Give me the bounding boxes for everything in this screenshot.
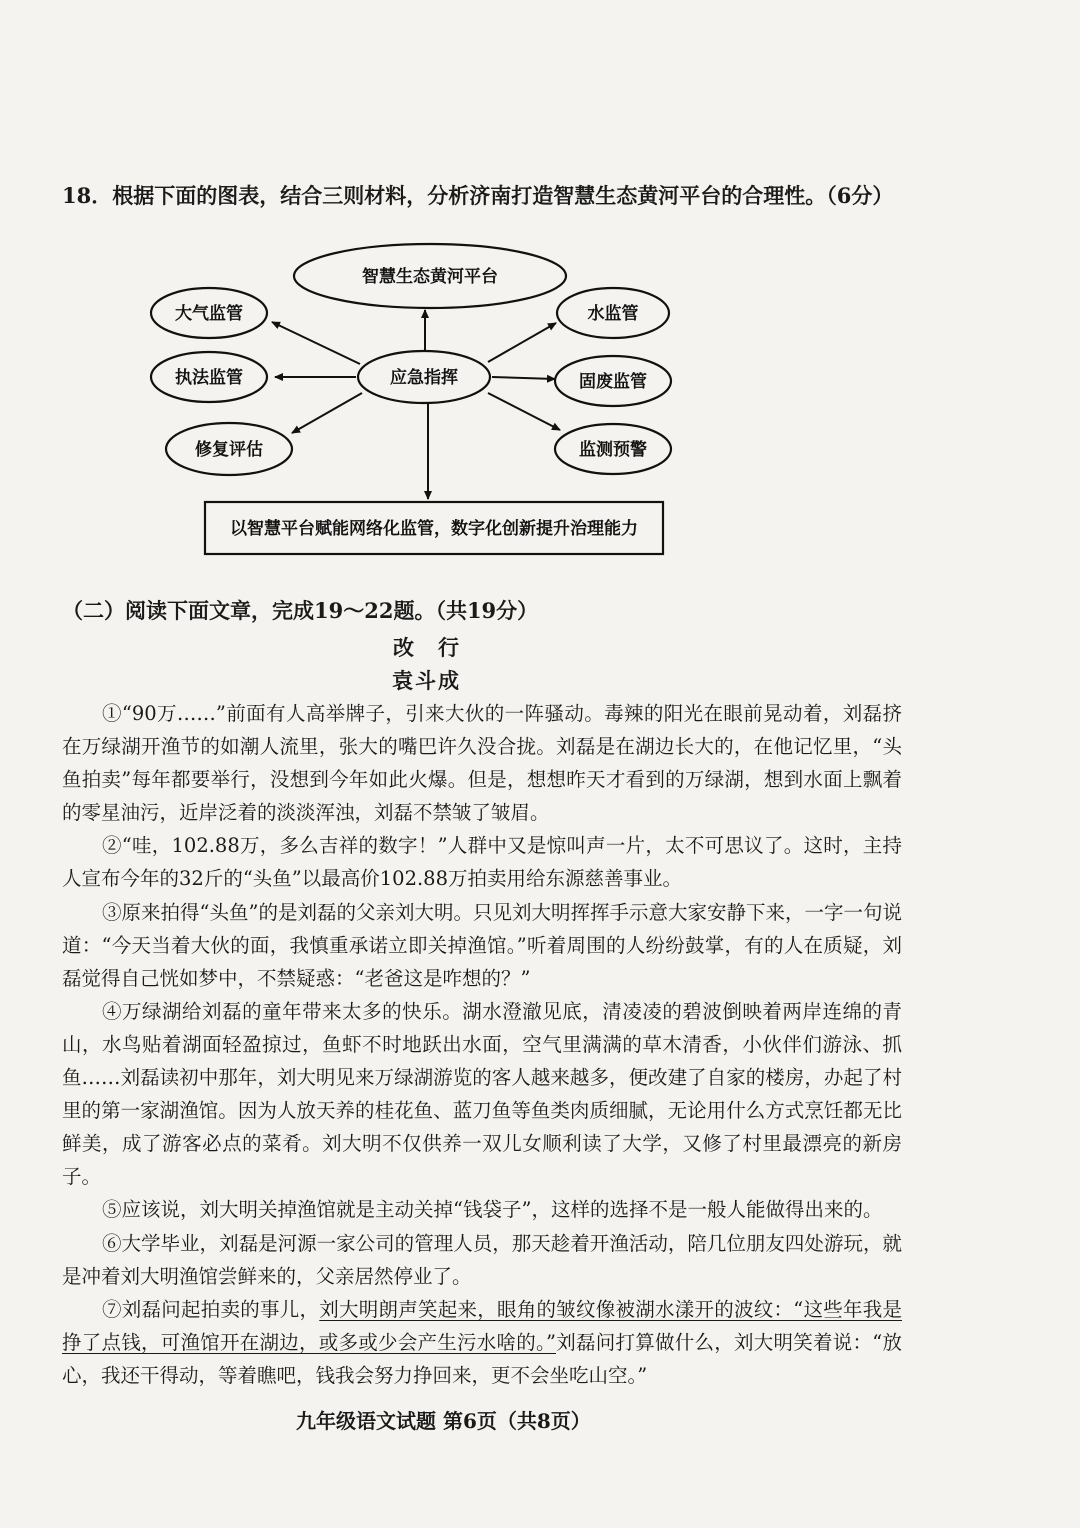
paragraph-7-end: 刘磊问打算做什么，刘大明笑着说：“放心，我还干得动，等着瞧吧，钱我会努力挣回来，更不会坐吃山空。” <box>62 1330 902 1387</box>
arrow-to-waste <box>492 377 555 379</box>
paragraph-7 <box>62 1293 902 1392</box>
node-waste: 固废监管 <box>579 372 647 392</box>
paragraph-6: ⑥大学毕业，刘磊是河源一家公司的管理人员，那天趁着开渔活动，陪几位朋友四处游玩，就是冲着刘大明渔馆尝鲜来的，父亲居然停业了。 <box>62 1231 902 1288</box>
platform-diagram <box>0 0 1080 600</box>
arrow-to-air <box>272 322 360 364</box>
page-footer: 九年级语文试题 第6页（共8页） <box>296 1409 591 1433</box>
question-18: 18．根据下面的图表，结合三则材料，分析济南打造智慧生态黄河平台的合理性。（6分） <box>62 183 894 208</box>
node-top: 智慧生态黄河平台 <box>362 267 498 287</box>
article-author: 袁斗成 <box>392 668 461 693</box>
paragraph-1: ①“90万……”前面有人高举牌子，引来大伙的一阵骚动。毒辣的阳光在眼前晃动着，刘磊挤在万绿湖开渔节的如潮人流里，张大的嘴巴许久没合拢。刘磊是在湖边长大的，在他记忆里，“头鱼拍卖”每年都要举行，没想到今年如此火爆。但是，想想昨天才看到的万绿湖，想到水面上飘着的零星油污，近岸泛着的淡淡浑浊，刘磊不禁皱了皱眉。 <box>62 702 902 825</box>
paragraph-5: ⑤应该说，刘大明关掉渔馆就是主动关掉“钱袋子”，这样的选择不是一般人能做得出来的。 <box>102 1198 883 1222</box>
node-bottom: 以智慧平台赋能网络化监管，数字化创新提升治理能力 <box>230 519 638 539</box>
section-2-heading: （二）阅读下面文章，完成19～22题。（共19分） <box>62 598 539 623</box>
arrow-to-repair <box>292 393 362 433</box>
arrow-to-water <box>488 323 556 362</box>
node-law: 执法监管 <box>175 368 243 388</box>
paragraph-4: ④万绿湖给刘磊的童年带来太多的快乐。湖水澄澈见底，清凌凌的碧波倒映着两岸连绵的青山，水鸟贴着湖面轻盈掠过，鱼虾不时地跃出水面，空气里满满的草木清香，小伙伴们游泳、抓鱼……刘磊读初中那年，刘大明见来万绿湖游览的客人越来越多，便改建了自家的楼房，办起了村里的第一家湖渔馆。因为人放天养的桂花鱼、蓝刀鱼等鱼类肉质细腻，无论用什么方式烹饪都无比鲜美，成了游客必点的菜肴。刘大明不仅供养一双儿女顺利读了大学，又修了村里最漂亮的新房子。 <box>62 999 902 1189</box>
article-body <box>62 697 902 1392</box>
article-title: 改行 <box>393 635 483 660</box>
node-warning: 监测预警 <box>579 440 647 460</box>
node-air: 大气监管 <box>175 304 243 324</box>
node-repair: 修复评估 <box>195 440 263 460</box>
node-center: 应急指挥 <box>390 368 458 388</box>
paragraph-7-underlined: 刘大明朗声笑起来，眼角的皱纹像被湖水漾开的波纹：“这些年我是挣了点钱，可渔馆开在湖边，或多或少会产生污水啥的。” <box>62 1297 902 1354</box>
node-water: 水监管 <box>587 304 639 324</box>
arrow-to-warning <box>488 393 560 430</box>
paragraph-2: ②“哇，102.88万，多么吉祥的数字！”人群中又是惊叫声一片，太不可思议了。这时，主持人宣布今年的32斤的“头鱼”以最高价102.88万拍卖用给东源慈善事业。 <box>62 834 902 891</box>
paragraph-7-start: ⑦刘磊问起拍卖的事儿， <box>102 1297 320 1321</box>
paragraph-3: ③原来拍得“头鱼”的是刘磊的父亲刘大明。只见刘大明挥挥手示意大家安静下来，一字一句说道：“今天当着大伙的面，我慎重承诺立即关掉渔馆。”听着周围的人纷纷鼓掌，有的人在质疑，刘磊觉得自己恍如梦中，不禁疑惑：“老爸这是咋想的？” <box>62 900 902 990</box>
